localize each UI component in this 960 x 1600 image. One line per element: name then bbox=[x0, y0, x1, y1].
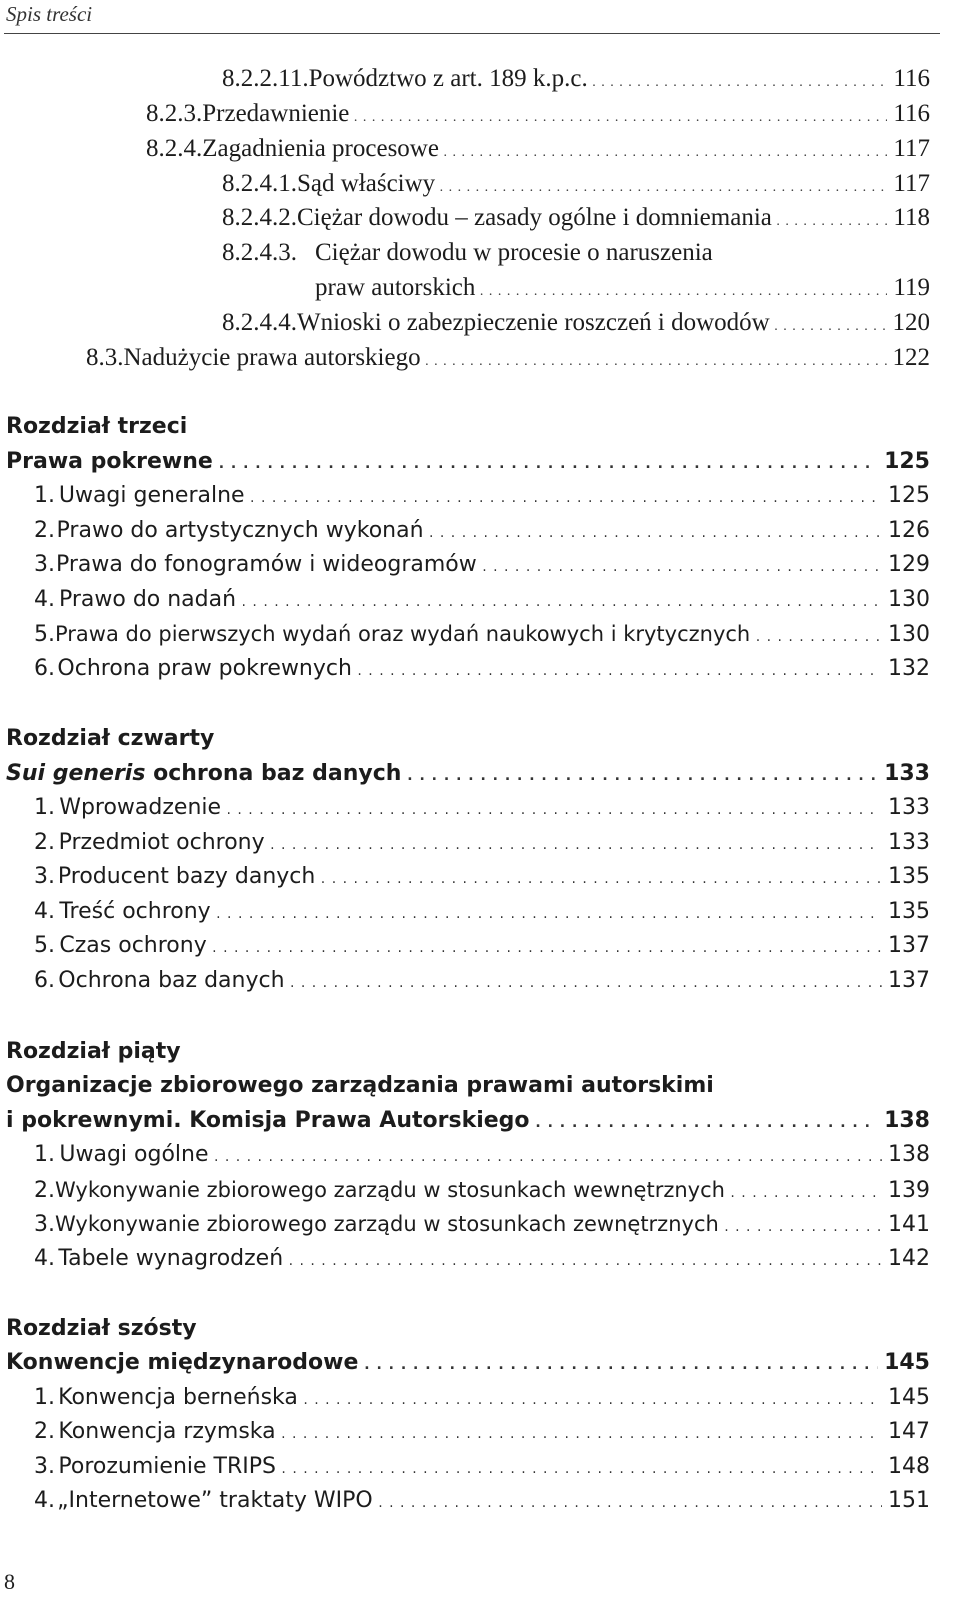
toc-entry-page: 142 bbox=[888, 1246, 930, 1271]
chapter-title-page: 145 bbox=[884, 1350, 930, 1375]
chapter-title-text: Organizacje zbiorowego zarządzania prawami autorskimi bbox=[6, 1073, 714, 1098]
toc-entry-text: Prawo do artystycznych wykonań . . . bbox=[57, 514, 882, 550]
toc-entry-number: 1. bbox=[34, 795, 55, 820]
toc-entry-page: 130 bbox=[888, 587, 930, 612]
toc-entry-page: 135 bbox=[888, 864, 930, 889]
toc-entry[interactable] bbox=[222, 62, 930, 96]
toc-entry-text: Uwagi generalne . . . bbox=[59, 479, 882, 515]
toc-entry-text: Uwagi ogólne . . . bbox=[59, 1138, 882, 1174]
toc-entry-number: 8.2.3. bbox=[146, 100, 203, 127]
toc-entry-number: 6. bbox=[34, 656, 55, 681]
toc-entry[interactable] bbox=[34, 1138, 930, 1172]
toc-entry[interactable] bbox=[34, 929, 930, 963]
toc-entry[interactable] bbox=[34, 1207, 930, 1241]
toc-entry-text: Powództwo z art. 189 k.p.c. . . . bbox=[309, 62, 888, 100]
toc-entry-number: 3. bbox=[34, 552, 55, 577]
toc-entry-page: 151 bbox=[888, 1488, 930, 1513]
toc-entry-page: 130 bbox=[888, 622, 930, 647]
toc-entry[interactable] bbox=[146, 132, 930, 166]
chapter-label: Rozdział szósty bbox=[6, 1316, 197, 1341]
chapter-title-italic: Sui generis bbox=[6, 761, 146, 786]
toc-entry-page: 138 bbox=[888, 1142, 930, 1167]
toc-entry-number: 8.2.4.4. bbox=[222, 309, 297, 336]
toc-entry[interactable] bbox=[34, 514, 930, 548]
toc-entry-text: Ciężar dowodu w procesie o naruszenia bbox=[315, 239, 713, 266]
toc-entry-page: 116 bbox=[893, 65, 930, 92]
toc-entry-number: 4. bbox=[34, 587, 55, 612]
toc-entry[interactable] bbox=[222, 306, 930, 340]
toc-entry-text: Ochrona praw pokrewnych . . . bbox=[57, 652, 882, 688]
toc-entry-page: 132 bbox=[888, 656, 930, 681]
toc-entry-number: 8.2.4.2. bbox=[222, 204, 297, 231]
toc-entry-text: „Internetowe” traktaty WIPO . . . bbox=[57, 1484, 882, 1520]
toc-entry-number: 8.3. bbox=[86, 344, 124, 371]
toc-entry-number: 4. bbox=[34, 1246, 55, 1271]
toc-entry-number: 1. bbox=[34, 1142, 55, 1167]
toc-entry-page: 141 bbox=[888, 1212, 930, 1237]
chapter-title-text: Konwencje międzynarodowe . . . bbox=[6, 1346, 878, 1382]
toc-entry-number: 4. bbox=[34, 899, 55, 924]
chapter-title-page: 138 bbox=[884, 1108, 930, 1133]
toc-entry[interactable] bbox=[34, 895, 930, 929]
chapter-label: Rozdział trzeci bbox=[6, 414, 188, 439]
chapter-title[interactable] bbox=[6, 1069, 930, 1103]
chapter-label: Rozdział piąty bbox=[6, 1039, 181, 1064]
chapter-title-text: i pokrewnymi. Komisja Prawa Autorskiego . . . bbox=[6, 1104, 878, 1140]
toc-entry-page: 148 bbox=[888, 1454, 930, 1479]
toc-entry-number: 8.2.4.1. bbox=[222, 170, 297, 197]
toc-entry-number: 4. bbox=[34, 1488, 55, 1513]
toc-entry-text: Porozumienie TRIPS . . . bbox=[58, 1450, 882, 1486]
toc-entry-text: Zagadnienia procesowe . . . bbox=[202, 132, 887, 170]
toc-entry-page: 137 bbox=[888, 968, 930, 993]
toc-entry-number: 8.2.2.11. bbox=[222, 65, 309, 92]
chapter-title-page: 125 bbox=[884, 449, 930, 474]
toc-entry-text: Prawa do pierwszych wydań oraz wydań naukowych i krytycznych . . . bbox=[55, 617, 882, 654]
toc-entry-number: 2. bbox=[34, 830, 55, 855]
chapter-title[interactable] bbox=[6, 445, 930, 479]
toc-entry-number: 5. bbox=[34, 933, 55, 958]
toc-entry[interactable] bbox=[34, 964, 930, 998]
chapter-title[interactable] bbox=[6, 1346, 930, 1380]
header-divider bbox=[4, 33, 940, 34]
toc-entry-page: 135 bbox=[888, 899, 930, 924]
toc-entry[interactable] bbox=[86, 341, 930, 375]
toc-entry-page: 119 bbox=[893, 274, 930, 301]
toc-entry-page: 126 bbox=[888, 518, 930, 543]
toc-entry[interactable] bbox=[222, 201, 930, 235]
toc-entry-number: 1. bbox=[34, 483, 55, 508]
toc-entry-page: 139 bbox=[888, 1178, 930, 1203]
toc-entry-number: 8.2.4. bbox=[146, 135, 203, 162]
toc-entry[interactable] bbox=[315, 271, 930, 305]
toc-entry-text: Sąd właściwy . . . bbox=[297, 167, 887, 205]
chapter-title[interactable] bbox=[6, 1104, 930, 1138]
toc-entry[interactable] bbox=[34, 617, 930, 651]
toc-entry[interactable] bbox=[34, 860, 930, 894]
toc-entry-page: 145 bbox=[888, 1385, 930, 1410]
running-header-title: Spis treści bbox=[6, 2, 93, 26]
toc-entry-number: 2. bbox=[34, 518, 55, 543]
toc-entry[interactable] bbox=[34, 548, 930, 582]
toc-entry-page: 120 bbox=[892, 309, 930, 336]
toc-entry-text: Przedawnienie . . . bbox=[202, 97, 887, 135]
toc-entry-text: Prawa do fonogramów i wideogramów . . . bbox=[56, 548, 882, 584]
toc-entry-text: Przedmiot ochrony . . . bbox=[59, 826, 882, 862]
toc-entry-text: Nadużycie prawa autorskiego . . . bbox=[124, 341, 887, 379]
toc-entry-number: 3. bbox=[34, 1212, 55, 1237]
toc-entry-number: 1. bbox=[34, 1385, 55, 1410]
toc-entry[interactable] bbox=[34, 826, 930, 860]
toc-entry[interactable] bbox=[34, 479, 930, 513]
toc-entry[interactable] bbox=[34, 1484, 930, 1518]
toc-entry[interactable] bbox=[34, 583, 930, 617]
toc-entry[interactable] bbox=[146, 97, 930, 131]
toc-entry-page: 125 bbox=[888, 483, 930, 508]
toc-entry-text: Wnioski o zabezpieczenie roszczeń i dowodów . . . bbox=[297, 306, 887, 344]
toc-entry-page: 133 bbox=[888, 830, 930, 855]
toc-entry-text: Ciężar dowodu – zasady ogólne i domniemania . . . bbox=[297, 201, 887, 239]
chapter-title-text bbox=[6, 757, 878, 793]
toc-entry-text: Wprowadzenie . . . bbox=[59, 791, 882, 827]
toc-entry[interactable] bbox=[34, 1450, 930, 1484]
page-number: 8 bbox=[4, 1569, 15, 1594]
toc-entry-text: Wykonywanie zbiorowego zarządu w stosunkach zewnętrznych . . . bbox=[55, 1207, 882, 1244]
toc-entry[interactable] bbox=[34, 652, 930, 686]
toc-entry-number: 8.2.4.3. bbox=[222, 239, 297, 266]
toc-entry-page: 129 bbox=[888, 552, 930, 577]
toc-entry-number: 6. bbox=[34, 968, 55, 993]
toc-entry[interactable] bbox=[34, 1415, 930, 1449]
toc-entry-text: Ochrona baz danych . . . bbox=[58, 964, 882, 1000]
toc-entry-page: 133 bbox=[888, 795, 930, 820]
toc-entry-page: 122 bbox=[892, 344, 930, 371]
toc-entry-number: 3. bbox=[34, 1454, 55, 1479]
toc-entry-number: 3. bbox=[34, 864, 55, 889]
toc-entry-text: Wykonywanie zbiorowego zarządu w stosunkach wewnętrznych . . . bbox=[55, 1173, 882, 1210]
toc-entry-text: Konwencja rzymska . . . bbox=[58, 1415, 882, 1451]
toc-entry-text: Treść ochrony . . . bbox=[59, 895, 882, 931]
toc-entry[interactable] bbox=[34, 791, 930, 825]
toc-entry-number: 2. bbox=[34, 1419, 55, 1444]
toc-entry-text: Tabele wynagrodzeń . . . bbox=[58, 1242, 882, 1278]
chapter-title-text: Prawa pokrewne . . . bbox=[6, 445, 878, 481]
toc-entry-text: Czas ochrony . . . bbox=[59, 929, 882, 965]
toc-entry-page: 118 bbox=[893, 204, 930, 231]
toc-entry-text: Producent bazy danych . . . bbox=[58, 860, 882, 896]
toc-entry-page: 117 bbox=[893, 170, 930, 197]
toc-entry[interactable] bbox=[34, 1173, 930, 1207]
toc-entry-number: 5. bbox=[34, 622, 55, 647]
toc-entry-number: 2. bbox=[34, 1178, 55, 1203]
toc-entry[interactable] bbox=[222, 167, 930, 201]
toc-entry[interactable] bbox=[34, 1381, 930, 1415]
toc-entry-page: 117 bbox=[893, 135, 930, 162]
chapter-title[interactable] bbox=[6, 757, 930, 791]
toc-entry[interactable] bbox=[34, 1242, 930, 1276]
chapter-title-rest: ochrona baz danych bbox=[145, 761, 402, 786]
toc-entry-page: 116 bbox=[893, 100, 930, 127]
chapter-label: Rozdział czwarty bbox=[6, 726, 215, 751]
chapter-title-page: 133 bbox=[884, 761, 930, 786]
toc-entry-page: 137 bbox=[888, 933, 930, 958]
toc-entry-text: Konwencja berneńska . . . bbox=[58, 1381, 882, 1417]
toc-entry[interactable] bbox=[222, 236, 930, 270]
toc-entry-text: praw autorskich . . . bbox=[315, 271, 887, 309]
toc-entry-text: Prawo do nadań . . . bbox=[59, 583, 882, 619]
toc-entry-page: 147 bbox=[888, 1419, 930, 1444]
